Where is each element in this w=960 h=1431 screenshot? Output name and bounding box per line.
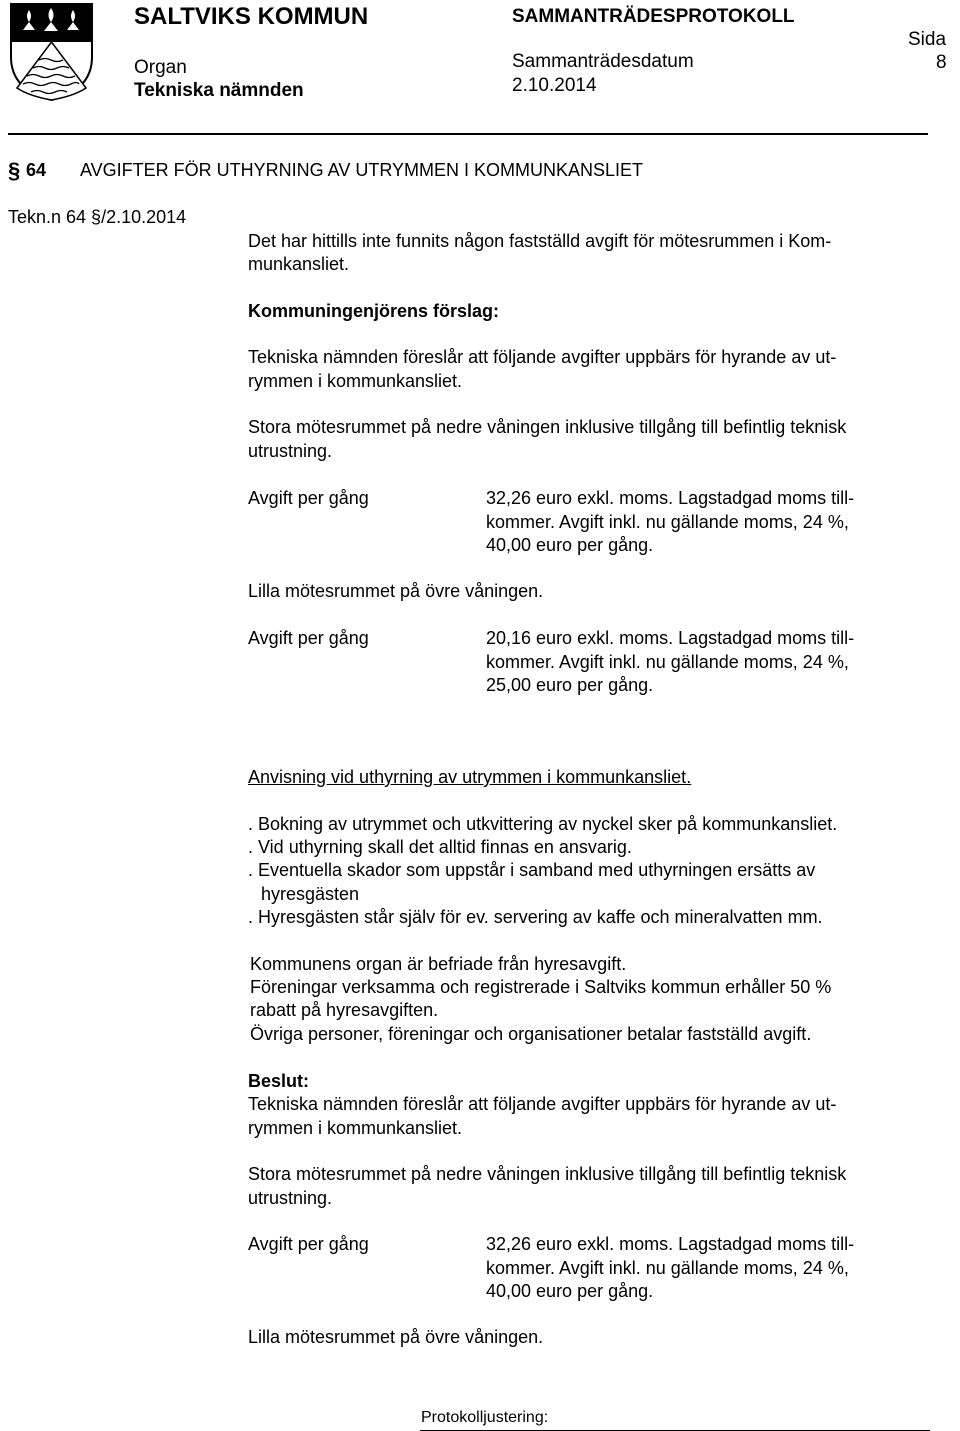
guideline-3-line-1: . Eventuella skador som uppstår i samband med uthyrningen ersätts av	[248, 860, 816, 880]
document-title: SAMMANTRÄDESPROTOKOLL	[512, 6, 795, 27]
organ-label: Organ	[134, 57, 187, 78]
guideline-3-line-2: hyresgästen	[261, 884, 360, 904]
small-room: Lilla mötesrummet på övre våningen.	[248, 581, 544, 601]
decision-large-fee-line-2: kommer. Avgift inkl. nu gällande moms, 24 %,	[486, 1258, 849, 1278]
decision-large-room-line-2: utrustning.	[248, 1188, 333, 1208]
large-room-line-1: Stora mötesrummet på nedre våningen inklusive tillgång till befintlig teknisk	[248, 417, 847, 437]
decision-line-1: Tekniska nämnden föreslår att följande avgifter uppbärs för hyrande av ut-	[248, 1094, 837, 1114]
small-fee-line-2: kommer. Avgift inkl. nu gällande moms, 24 %,	[486, 652, 849, 672]
item-title: AVGIFTER FÖR UTHYRNING AV UTRYMMEN I KOMMUNKANSLIET	[80, 160, 644, 180]
item-reference: Tekn.n 64 §/2.10.2014	[8, 207, 187, 227]
decision-large-fee-line-3: 40,00 euro per gång.	[486, 1281, 654, 1301]
guideline-1: . Bokning av utrymmet och utkvittering av nyckel sker på kommunkansliet.	[248, 814, 838, 834]
small-fee-line-3: 25,00 euro per gång.	[486, 675, 654, 695]
proposal-heading: Kommuningenjörens förslag:	[248, 301, 500, 321]
intro-line-1: Det har hittills inte funnits någon fastställd avgift för mötesrummen i Kom-	[248, 231, 832, 251]
page-number: 8	[936, 52, 947, 73]
signature-label: Protokolljustering:	[421, 1409, 549, 1426]
decision-fee-label: Avgift per gång	[248, 1234, 369, 1254]
associations-line-1: Föreningar verksamma och registrerade i Saltviks kommun erhåller 50 %	[250, 977, 832, 997]
meeting-date-value: 2.10.2014	[512, 75, 597, 96]
large-room-line-2: utrustning.	[248, 441, 333, 461]
exempt-line: Kommunens organ är befriade från hyresavgift.	[250, 954, 627, 974]
decision-small-room: Lilla mötesrummet på övre våningen.	[248, 1327, 544, 1347]
municipality-name: SALTVIKS KOMMUN	[134, 3, 369, 30]
large-fee-line-1: 32,26 euro exkl. moms. Lagstadgad moms till-	[486, 488, 855, 508]
item-number: 64	[26, 160, 47, 180]
decision-large-fee-line-1: 32,26 euro exkl. moms. Lagstadgad moms till-	[486, 1234, 855, 1254]
proposal-line-1: Tekniska nämnden föreslår att följande avgifter uppbärs för hyrande av ut-	[248, 347, 837, 367]
fee-label-large: Avgift per gång	[248, 488, 369, 508]
decision-heading: Beslut:	[248, 1071, 310, 1091]
municipality-crest-logo	[9, 2, 94, 102]
others-line: Övriga personer, föreningar och organisationer betalar fastställd avgift.	[250, 1024, 812, 1044]
guidelines-heading: Anvisning vid uthyrning av utrymmen i kommunkansliet.	[248, 767, 692, 787]
large-fee-line-2: kommer. Avgift inkl. nu gällande moms, 24 %,	[486, 512, 849, 532]
page-label: Sida	[908, 29, 947, 50]
organ-value: Tekniska nämnden	[134, 80, 304, 101]
large-fee-line-3: 40,00 euro per gång.	[486, 535, 654, 555]
associations-line-2: rabatt på hyresavgiften.	[250, 1000, 439, 1020]
small-fee-line-1: 20,16 euro exkl. moms. Lagstadgad moms till-	[486, 628, 855, 648]
meeting-date-label: Sammanträdesdatum	[512, 51, 694, 72]
section-sign: §	[8, 158, 21, 183]
decision-large-room-line-1: Stora mötesrummet på nedre våningen inklusive tillgång till befintlig teknisk	[248, 1164, 847, 1184]
decision-line-2: rymmen i kommunkansliet.	[248, 1118, 463, 1138]
intro-line-2: munkansliet.	[248, 254, 350, 274]
proposal-line-2: rymmen i kommunkansliet.	[248, 371, 463, 391]
guideline-2: . Vid uthyrning skall det alltid finnas en ansvarig.	[248, 837, 632, 857]
fee-label-small: Avgift per gång	[248, 628, 369, 648]
guideline-4: . Hyresgästen står själv för ev. servering av kaffe och mineralvatten mm.	[248, 907, 823, 927]
header-divider	[8, 133, 928, 135]
